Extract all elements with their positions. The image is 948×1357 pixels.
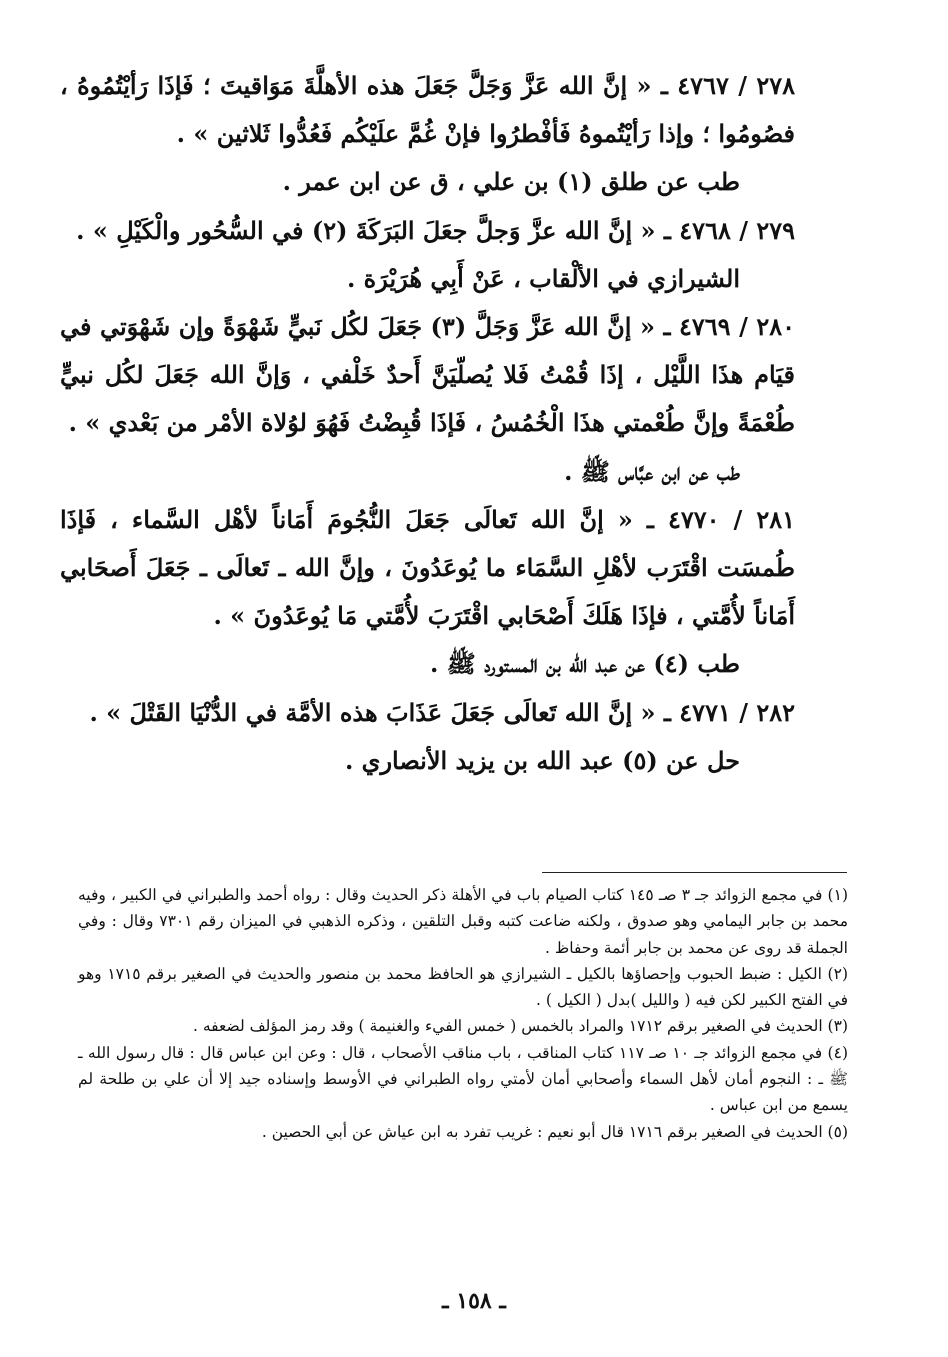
page-number: ـ ١٥٨ ـ — [442, 1288, 506, 1314]
source-282: حل عن (٥) عبد الله بن يزيد الأنصاري . — [344, 745, 740, 775]
hadith-282: ٢٨٢ / ٤٧٧١ ـ « إنَّ الله تَعالَى جَعَلَ عَذَابَ هذه الأمَّة في الدُّنْيَا القَتْلَ » . — [89, 697, 795, 727]
hadith-279: ٢٧٩ / ٤٧٦٨ ـ « إنَّ الله عزَّ وَجلَّ جعَلَ البَرَكَةَ (٢) في السُّحُور والْكَيْلِ » . — [76, 215, 795, 245]
footnote-divider — [542, 872, 847, 873]
footnote-4: (٤) في مجمع الزوائد جـ ١٠ صـ ١١٧ كتاب المناقب ، باب مناقب الأصحاب ، قال : وعن ابن عباس قال : قال رسول الله ـ ﷺ ـ : النجوم أمان لأهل السماء وأصحابي أمان لأمتي رواه الطبراني في الأوسط وإسناده جيد إلا أن علي بن طلحة لم يسمع من ابن عباس . — [78, 1043, 848, 1115]
source-278: طب عن طلق (١) بن علي ، ق عن ابن عمر . — [282, 167, 740, 197]
hadith-278: ٢٧٨ / ٤٧٦٧ ـ « إنَّ الله عَزَّ وَجَلَّ جَعَلَ هذه الأهلَّةَ مَوَاقيتَ ؛ فَإذَا رَأيْتُمُوهُ ، فصُومُوا ؛ وإذا رَأيْتُموهُ فَأفْطرُوا فإنْ غُمَّ علَيْكُم فَعُدُّوا ثَلاثين » . — [60, 71, 795, 149]
footnote-3: (٣) الحديث في الصغير برقم ١٧١٢ والمراد بالخمس ( خمس الفيء والغنيمة ) وقد رمز المؤلف لضعفه . — [193, 1017, 848, 1036]
footnote-1: (١) في مجمع الزوائد جـ ٣ صـ ١٤٥ كتاب الصيام باب في الأهلة ذكر الحديث وقال : رواه أحمد والطبراني في الكبير ، وفيه محمد بن جابر اليمامي وهو صدوق ، ولكنه ضاعت كتبه وقبل التلقين ، وذكره الذهبي في الميزان رقم ٧٣٠١ وقال : وفي الجملة قد روى عن محمد بن جابر أئمة وحفاظ . — [78, 886, 848, 957]
source-279: الشيرازي في الألْقاب ، عَنْ أَبِي هُرَيْرَة . — [346, 263, 740, 293]
footnotes — [78, 882, 848, 1145]
main-text — [60, 62, 795, 785]
hadith-281: ٢٨١ / ٤٧٧٠ ـ « إنَّ الله تَعالَى جَعَلَ النُّجُومَ أَمَاناً لأهْل السَّماء ، فَإذَا طُمسَت اقْتَرَب لأهْلِ السَّمَاء ما يُوعَدُونَ ، وإنَّ الله ـ تَعالَى ـ جَعَلَ أَصحَابي أَمَاناً لأُمَّتي ، فإذَا هَلَكَ أَصْحَابي اقْتَرَبَ لأُمَّتي مَا يُوعَدُونَ » . — [60, 504, 795, 631]
footnote-2: (٢) الكيل : ضبط الحبوب وإحصاؤها بالكيل ـ الشيرازي هو الحافظ محمد بن منصور والحديث في الصغير برقم ١٧١٥ وهو في الفتح الكبير لكن فيه ( والليل )بدل ( الكيل ) . — [78, 964, 848, 1010]
source-281: طب (٤) عن عبد الله بن المستورد ﷺ . — [430, 649, 740, 679]
hadith-280: ٢٨٠ / ٤٧٦٩ ـ « إنَّ الله عَزَّ وَجَلَّ (٣) جَعَلَ لكُل نَبيٍّ شَهْوَةً وإن شَهْوَتي في قيَام هذَا اللَّيْل ، إذَا قُمْتُ فَلا يُصلّيَنَّ أَحدٌ خَلْفي ، وَإنَّ الله جَعَلَ لكُل نبيٍّ طُعْمَةً وإنَّ طُعْمتي هذَا الْخُمُسُ ، فَإذَا قُبِضْتُ فَهُوَ لوُلاة الأمْر من بَعْدي » . — [60, 312, 796, 438]
source-280: طب عن ابن عبَّاس ﷺ . — [564, 456, 740, 486]
footnote-5: (٥) الحديث في الصغير برقم ١٧١٦ قال أبو نعيم : غريب تفرد به ابن عياش عن أبي الحصين . — [261, 1122, 848, 1141]
